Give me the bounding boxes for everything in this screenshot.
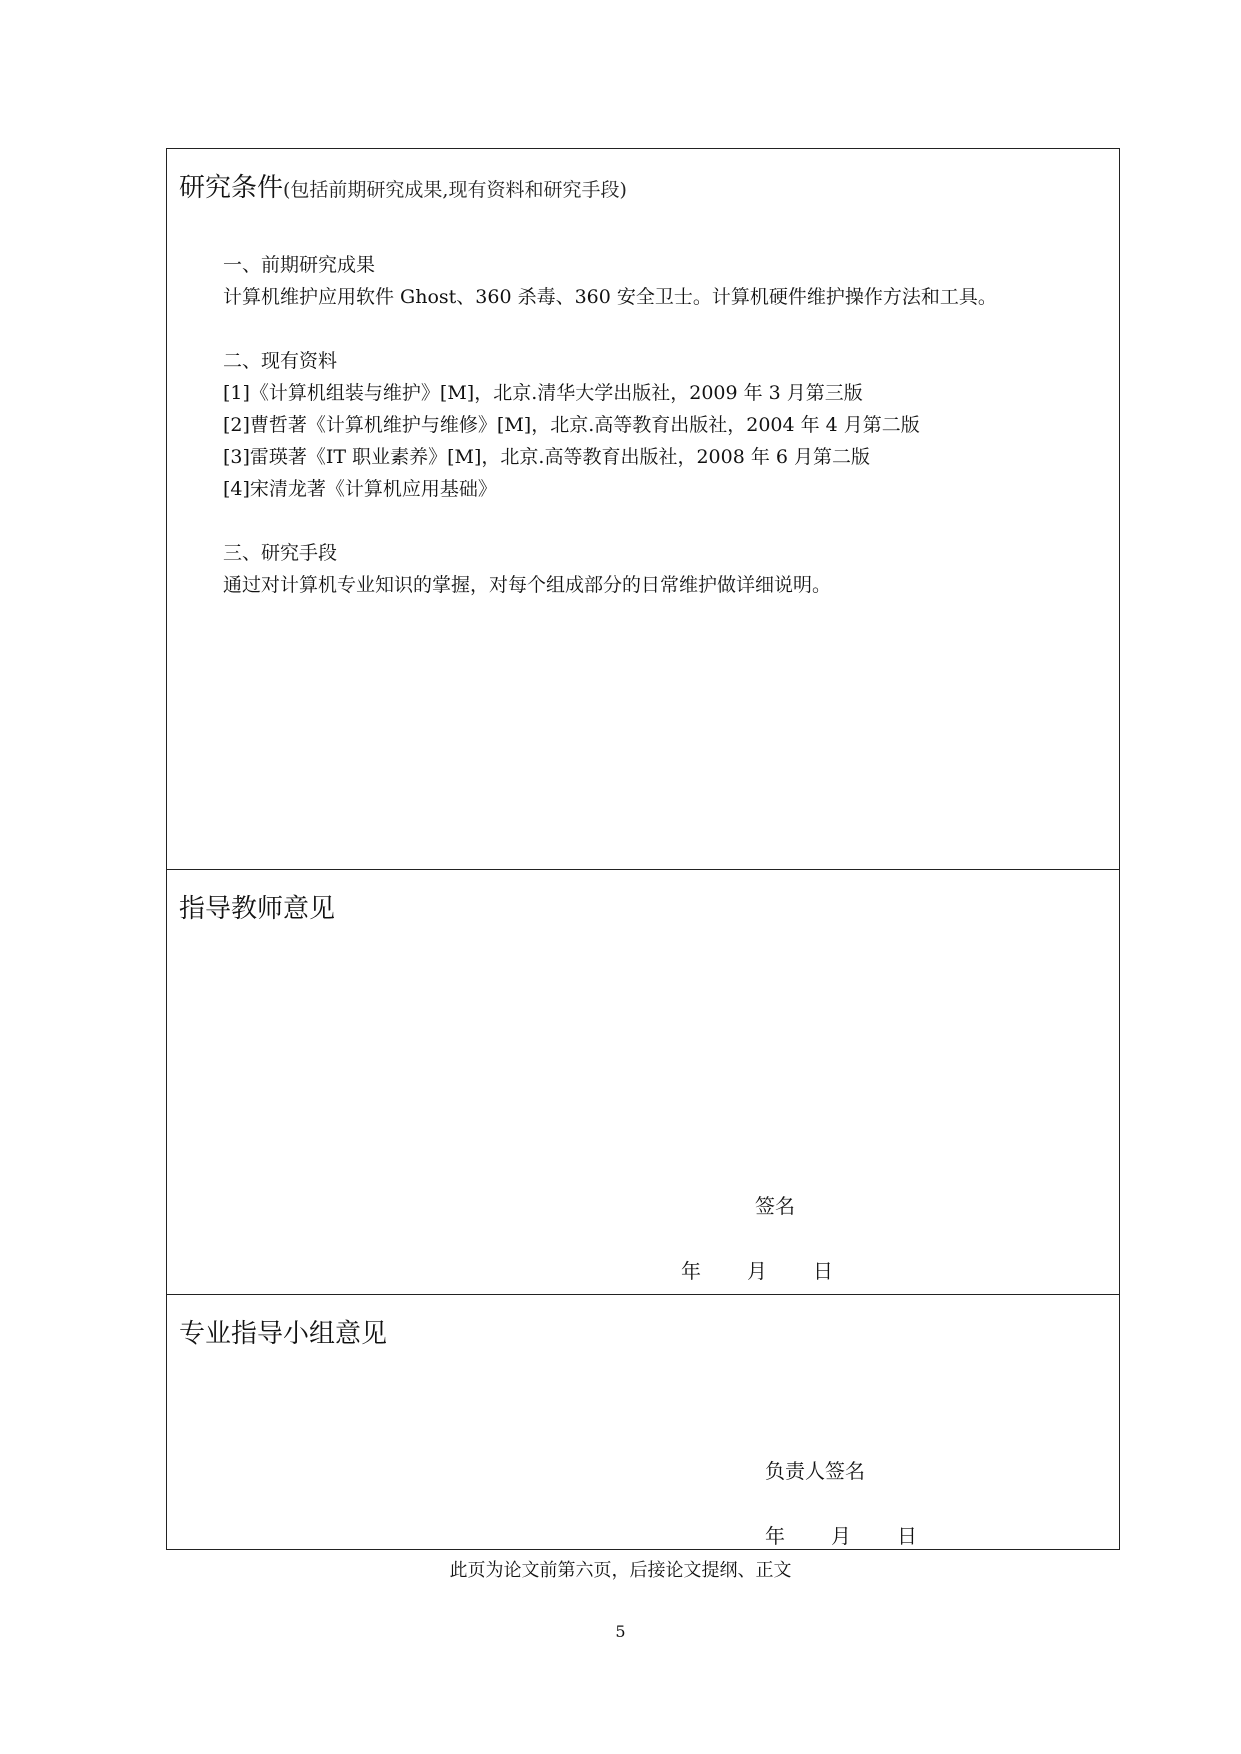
year-label: 年 bbox=[681, 1259, 701, 1283]
reference-line: [4]宋清龙著《计算机应用基础》 bbox=[223, 478, 497, 500]
day-label: 日 bbox=[813, 1259, 833, 1283]
date-line bbox=[681, 1255, 833, 1284]
item-title: 三、研究手段 bbox=[223, 542, 338, 564]
item-line: 计算机维护应用软件 Ghost、360 杀毒、360 安全卫士。计算机硬件维护操作方法和工具。 bbox=[223, 286, 997, 308]
year-label: 年 bbox=[765, 1524, 785, 1548]
signature-label: 签名 bbox=[755, 1194, 795, 1218]
page-number: 5 bbox=[615, 1622, 626, 1641]
month-label: 月 bbox=[747, 1259, 767, 1283]
section-heading bbox=[179, 167, 627, 204]
advisor-opinion-section bbox=[167, 869, 1119, 1294]
day-label: 日 bbox=[897, 1524, 917, 1548]
reference-line: [3]雷瑛著《IT 职业素养》[M]，北京.高等教育出版社，2008 年 6 月第二版 bbox=[223, 446, 871, 468]
month-label: 月 bbox=[831, 1524, 851, 1548]
proposal-form-table bbox=[166, 148, 1120, 1550]
footer-note: 此页为论文前第六页，后接论文提纲、正文 bbox=[449, 1560, 792, 1581]
section-heading: 专业指导小组意见 bbox=[179, 1319, 388, 1349]
reference-line: [2]曹哲著《计算机维护与维修》[M]，北京.高等教育出版社，2004 年 4 月第二版 bbox=[223, 414, 920, 436]
heading-note: (包括前期研究成果,现有资料和研究手段) bbox=[283, 179, 627, 201]
research-conditions-section bbox=[167, 149, 1119, 869]
date-line bbox=[765, 1520, 917, 1549]
item-title: 一、前期研究成果 bbox=[223, 254, 376, 276]
section-heading: 指导教师意见 bbox=[179, 894, 336, 924]
reference-line: [1]《计算机组装与维护》[M]，北京.清华大学出版社，2009 年 3 月第三版 bbox=[223, 382, 863, 404]
heading-text: 研究条件 bbox=[179, 173, 284, 203]
signature-label: 负责人签名 bbox=[765, 1459, 865, 1483]
item-line: 通过对计算机专业知识的掌握，对每个组成部分的日常维护做详细说明。 bbox=[223, 574, 832, 596]
item-title: 二、现有资料 bbox=[223, 350, 338, 372]
group-opinion-section bbox=[167, 1294, 1119, 1549]
research-conditions-body bbox=[223, 249, 997, 601]
